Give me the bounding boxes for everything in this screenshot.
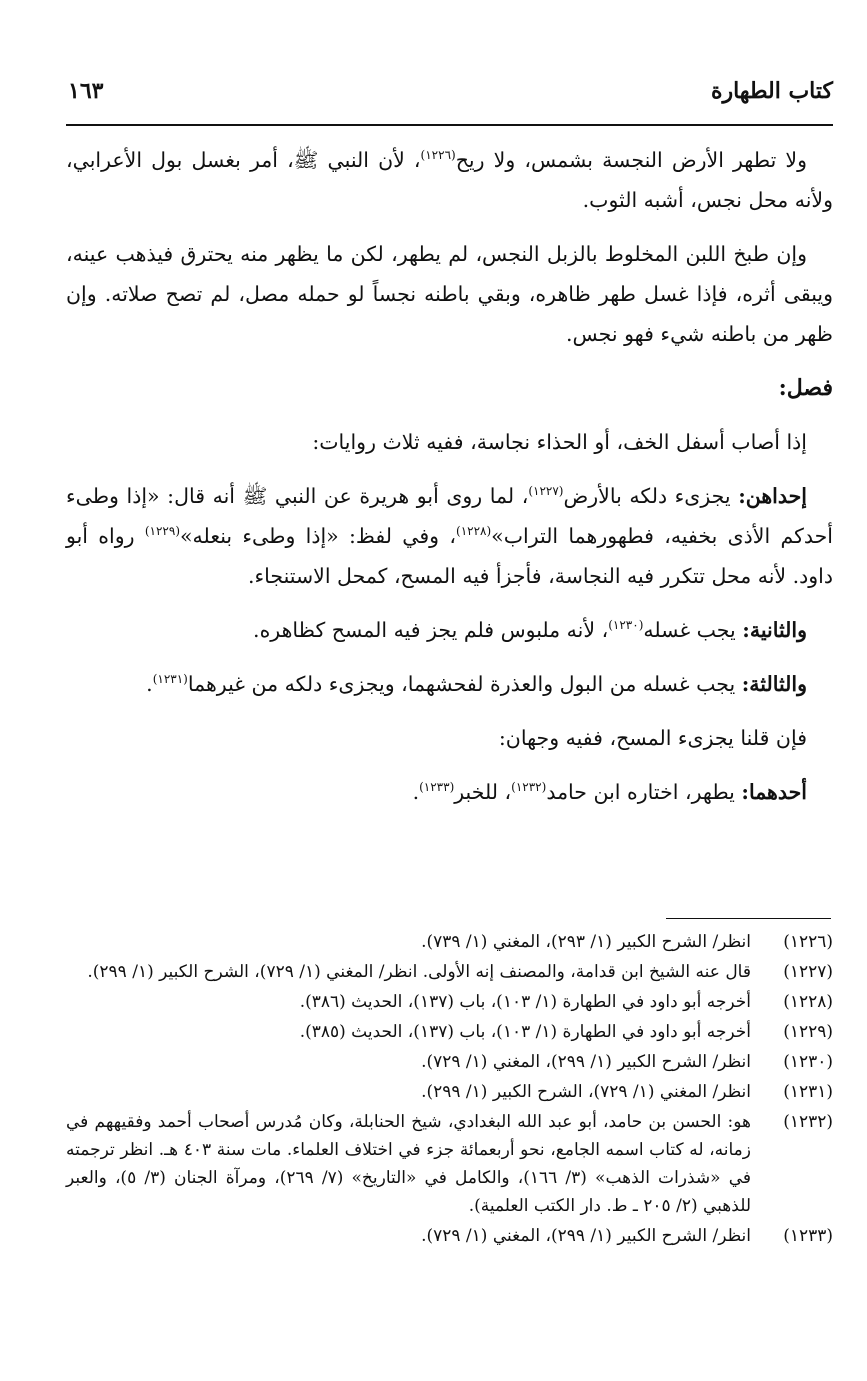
footnote-text: انظر/ الشرح الكبير (١/ ٢٩٩)، المغني (١/ ٧٢٩). [421, 1052, 751, 1072]
footnote-number: (١٢٣٢) [783, 1112, 833, 1132]
footnote-number: (١٢٢٧) [783, 962, 833, 982]
footnote-text: هو: الحسن بن حامد، أبو عبد الله البغدادي، شيخ الحنابلة، وكان مُدرس أصحاب أحمد وفقيههم في زمانه، له كتاب اسمه الجامع، نحو أربعمائة جزء في اختلاف العلماء. مات سنة ٤٠٣ هـ. انظر ترجمته في «شذرات الذهب» (٣/ ١٦٦)، والكامل في «التاريخ» (٧/ ٢٦٩)، ومرآة الجنان (٣/ ٥)، والعبر للذهبي (٢/ ٢٠٥ ـ ط. دار الكتب العلمية). [66, 1112, 751, 1216]
paragraph-lead: والثالثة: [741, 672, 807, 696]
text-run: ولا تطهر الأرض النجسة بشمس، ولا ريح [455, 148, 807, 172]
text-run: . [146, 672, 153, 696]
text-run: يجزىء دلكه بالأرض [563, 484, 739, 508]
footnote-divider [666, 918, 831, 919]
footnote-ref: (١٢٣١) [152, 672, 188, 687]
footnote-item [66, 928, 833, 956]
text-run: يجب غسله [643, 618, 743, 642]
text-run: يطهر، اختاره ابن حامد [546, 780, 742, 804]
footnote-ref: (١٢٢٩) [144, 524, 180, 539]
paragraph-4 [66, 476, 833, 596]
footnote-item [66, 958, 833, 986]
footnote-text: انظر/ الشرح الكبير (١/ ٢٩٣)، المغني (١/ ٧٣٩). [421, 932, 751, 952]
text-run: ، وفي لفظ: «إذا وطىء بنعله» [180, 524, 456, 548]
page-header [68, 78, 833, 118]
paragraph-7: فإن قلنا يجزىء المسح، ففيه وجهان: [498, 726, 807, 750]
footnote-number: (١٢٢٩) [783, 1022, 833, 1042]
footnote-number: (١٢٣١) [783, 1082, 833, 1102]
footnotes [66, 928, 833, 1252]
paragraph-lead: أحدهما: [741, 780, 807, 804]
main-text [66, 140, 833, 812]
text-run: ، لأنه ملبوس فلم يجز فيه المسح كظاهره. [253, 618, 609, 642]
footnote-text: انظر/ الشرح الكبير (١/ ٢٩٩)، المغني (١/ ٧٢٩). [421, 1226, 751, 1246]
footnote-number: (١٢٢٨) [783, 992, 833, 1012]
text-run: ، لأن النبي ﷺ، أمر بغسل بول الأعرابي، ولأنه محل نجس، أشبه الثوب. [66, 148, 833, 212]
footnote-ref: (١٢٣٠) [608, 618, 644, 633]
text-run: . [412, 780, 420, 804]
footnote-number: (١٢٢٦) [783, 932, 833, 952]
footnote-item [66, 1108, 833, 1220]
text-run: ، للخبر [454, 780, 512, 804]
text-run: ، لما روى أبو هريرة عن النبي ﷺ أنه قال: «إذا وطىء أحدكم الأذى بخفيه، فطهورهما التراب» [66, 484, 833, 548]
footnote-item [66, 988, 833, 1016]
text-run: رواه أبو داود. لأنه محل تتكرر فيه النجاسة، فأجزأ فيه المسح، كمحل الاستنجاء. [66, 524, 833, 588]
paragraph-5 [66, 610, 833, 650]
footnote-ref: (١٢٢٨) [456, 524, 492, 539]
section-heading: فصل: [778, 375, 833, 401]
paragraph-lead: والثانية: [742, 618, 807, 642]
paragraph-6 [66, 664, 833, 704]
paragraph-2: وإن طبخ اللبن المخلوط بالزبل النجس، لم يطهر، لكن ما يظهر منه يحترق فيذهب عينه، ويبقى أثره، فإذا غسل طهر ظاهره، وبقي باطنه نجساً لو حمله مصل، لم تصح صلاته. وإن ظهر من باطنه شيء فهو نجس. [66, 242, 833, 346]
footnote-ref: (١٢٢٦) [420, 148, 456, 163]
footnote-text: قال عنه الشيخ ابن قدامة، والمصنف إنه الأولى. انظر/ المغني (١/ ٧٢٩)، الشرح الكبير (١/ ٢٩٩). [87, 962, 751, 982]
footnote-ref: (١٢٣٢) [511, 780, 547, 795]
footnote-number: (١٢٣٣) [783, 1226, 833, 1246]
footnote-text: أخرجه أبو داود في الطهارة (١/ ١٠٣)، باب (١٣٧)، الحديث (٣٨٥). [299, 1022, 751, 1042]
page-number: ١٦٣ [68, 78, 104, 104]
footnote-item [66, 1222, 833, 1250]
footnote-ref: (١٢٣٣) [419, 780, 455, 795]
footnote-text: أخرجه أبو داود في الطهارة (١/ ١٠٣)، باب (١٣٧)، الحديث (٣٨٦). [299, 992, 751, 1012]
text-run: يجب غسله من البول والعذرة لفحشهما، ويجزىء دلكه من غيرهما [187, 672, 742, 696]
paragraph-1 [66, 140, 833, 220]
footnote-text: انظر/ المغني (١/ ٧٢٩)، الشرح الكبير (١/ ٢٩٩). [421, 1082, 751, 1102]
footnote-number: (١٢٣٠) [783, 1052, 833, 1072]
footnote-item [66, 1048, 833, 1076]
footnote-item [66, 1018, 833, 1046]
footnote-item [66, 1078, 833, 1106]
paragraph-3: إذا أصاب أسفل الخف، أو الحذاء نجاسة، ففيه ثلاث روايات: [312, 430, 807, 454]
chapter-title: كتاب الطهارة [710, 78, 833, 104]
paragraph-lead: إحداهن: [738, 484, 807, 508]
footnote-ref: (١٢٢٧) [528, 484, 564, 499]
paragraph-8 [66, 772, 833, 812]
header-divider [66, 124, 833, 126]
